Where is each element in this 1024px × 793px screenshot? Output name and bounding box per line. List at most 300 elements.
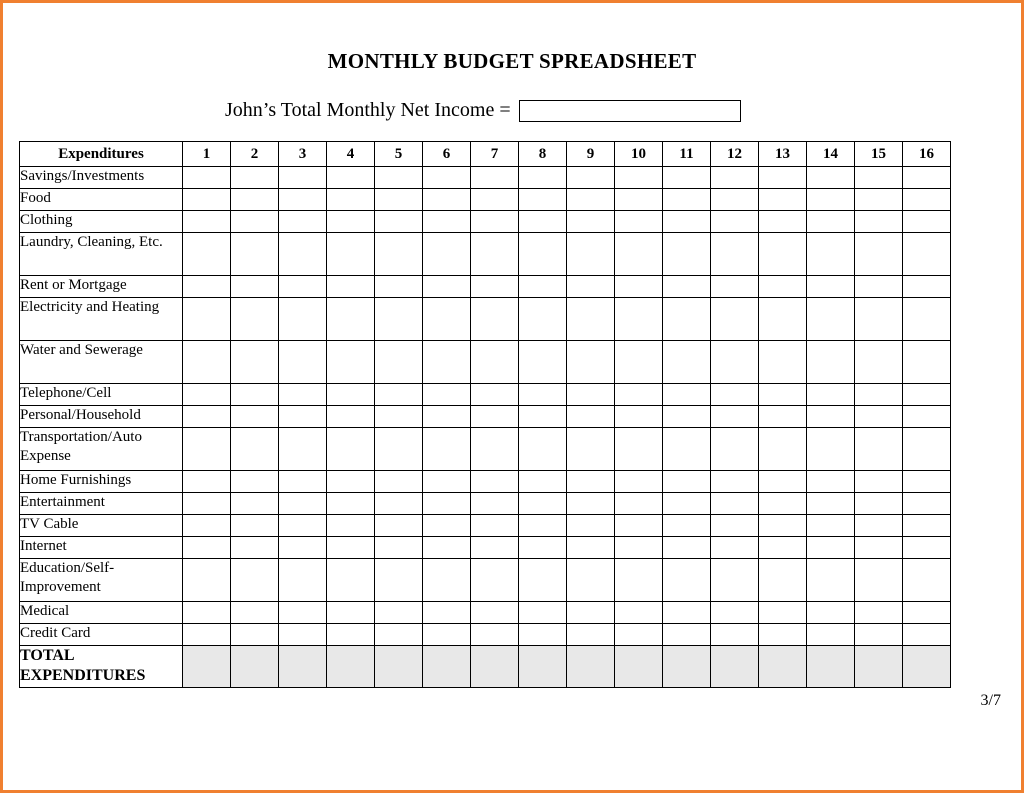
cell-6[interactable]	[423, 537, 471, 559]
cell-4[interactable]	[327, 211, 375, 233]
cell-6[interactable]	[423, 298, 471, 341]
cell-12[interactable]	[711, 406, 759, 428]
cell-9[interactable]	[567, 341, 615, 384]
cell-11[interactable]	[663, 189, 711, 211]
cell-13[interactable]	[759, 189, 807, 211]
cell-4[interactable]	[327, 493, 375, 515]
cell-3[interactable]	[279, 298, 327, 341]
cell-14[interactable]	[807, 646, 855, 688]
cell-7[interactable]	[471, 559, 519, 602]
cell-1[interactable]	[183, 559, 231, 602]
cell-7[interactable]	[471, 211, 519, 233]
cell-9[interactable]	[567, 624, 615, 646]
cell-5[interactable]	[375, 298, 423, 341]
cell-4[interactable]	[327, 341, 375, 384]
cell-1[interactable]	[183, 211, 231, 233]
cell-13[interactable]	[759, 493, 807, 515]
cell-13[interactable]	[759, 341, 807, 384]
cell-4[interactable]	[327, 233, 375, 276]
cell-3[interactable]	[279, 276, 327, 298]
cell-16[interactable]	[903, 406, 951, 428]
cell-4[interactable]	[327, 276, 375, 298]
cell-8[interactable]	[519, 298, 567, 341]
cell-13[interactable]	[759, 602, 807, 624]
cell-14[interactable]	[807, 167, 855, 189]
cell-10[interactable]	[615, 276, 663, 298]
cell-11[interactable]	[663, 515, 711, 537]
cell-12[interactable]	[711, 384, 759, 406]
cell-9[interactable]	[567, 189, 615, 211]
cell-6[interactable]	[423, 602, 471, 624]
cell-16[interactable]	[903, 559, 951, 602]
cell-6[interactable]	[423, 493, 471, 515]
cell-3[interactable]	[279, 515, 327, 537]
cell-5[interactable]	[375, 602, 423, 624]
cell-13[interactable]	[759, 428, 807, 471]
cell-12[interactable]	[711, 428, 759, 471]
cell-16[interactable]	[903, 624, 951, 646]
cell-2[interactable]	[231, 602, 279, 624]
net-income-input[interactable]	[519, 100, 741, 122]
row-label: Medical	[20, 602, 183, 624]
cell-4[interactable]	[327, 406, 375, 428]
cell-5[interactable]	[375, 406, 423, 428]
cell-5[interactable]	[375, 341, 423, 384]
cell-6[interactable]	[423, 646, 471, 688]
cell-5[interactable]	[375, 428, 423, 471]
cell-10[interactable]	[615, 646, 663, 688]
cell-6[interactable]	[423, 559, 471, 602]
cell-11[interactable]	[663, 211, 711, 233]
cell-11[interactable]	[663, 471, 711, 493]
cell-11[interactable]	[663, 493, 711, 515]
cell-1[interactable]	[183, 233, 231, 276]
cell-2[interactable]	[231, 298, 279, 341]
cell-1[interactable]	[183, 537, 231, 559]
cell-10[interactable]	[615, 406, 663, 428]
cell-5[interactable]	[375, 276, 423, 298]
cell-8[interactable]	[519, 341, 567, 384]
cell-10[interactable]	[615, 471, 663, 493]
cell-2[interactable]	[231, 537, 279, 559]
cell-6[interactable]	[423, 428, 471, 471]
cell-12[interactable]	[711, 602, 759, 624]
cell-3[interactable]	[279, 211, 327, 233]
cell-7[interactable]	[471, 471, 519, 493]
row-label: Education/Self-Improvement	[20, 559, 183, 602]
cell-14[interactable]	[807, 341, 855, 384]
row-label: Water and Sewerage	[20, 341, 183, 384]
cell-10[interactable]	[615, 428, 663, 471]
cell-5[interactable]	[375, 537, 423, 559]
cell-4[interactable]	[327, 384, 375, 406]
cell-13[interactable]	[759, 646, 807, 688]
cell-7[interactable]	[471, 341, 519, 384]
cell-10[interactable]	[615, 537, 663, 559]
cell-9[interactable]	[567, 602, 615, 624]
cell-12[interactable]	[711, 298, 759, 341]
cell-7[interactable]	[471, 406, 519, 428]
cell-13[interactable]	[759, 167, 807, 189]
cell-13[interactable]	[759, 233, 807, 276]
cell-1[interactable]	[183, 515, 231, 537]
cell-16[interactable]	[903, 189, 951, 211]
cell-14[interactable]	[807, 559, 855, 602]
cell-8[interactable]	[519, 276, 567, 298]
cell-5[interactable]	[375, 471, 423, 493]
cell-11[interactable]	[663, 559, 711, 602]
cell-15[interactable]	[855, 559, 903, 602]
cell-3[interactable]	[279, 384, 327, 406]
cell-15[interactable]	[855, 341, 903, 384]
cell-9[interactable]	[567, 384, 615, 406]
cell-11[interactable]	[663, 341, 711, 384]
cell-14[interactable]	[807, 515, 855, 537]
cell-4[interactable]	[327, 298, 375, 341]
cell-15[interactable]	[855, 211, 903, 233]
cell-16[interactable]	[903, 211, 951, 233]
cell-3[interactable]	[279, 624, 327, 646]
cell-2[interactable]	[231, 384, 279, 406]
cell-10[interactable]	[615, 167, 663, 189]
cell-11[interactable]	[663, 624, 711, 646]
budget-table	[19, 141, 951, 688]
cell-8[interactable]	[519, 646, 567, 688]
cell-14[interactable]	[807, 384, 855, 406]
cell-16[interactable]	[903, 276, 951, 298]
cell-10[interactable]	[615, 211, 663, 233]
cell-14[interactable]	[807, 276, 855, 298]
cell-3[interactable]	[279, 646, 327, 688]
table-row	[20, 406, 951, 428]
cell-15[interactable]	[855, 515, 903, 537]
cell-16[interactable]	[903, 428, 951, 471]
cell-11[interactable]	[663, 276, 711, 298]
cell-15[interactable]	[855, 537, 903, 559]
cell-16[interactable]	[903, 167, 951, 189]
cell-16[interactable]	[903, 471, 951, 493]
cell-5[interactable]	[375, 384, 423, 406]
cell-2[interactable]	[231, 471, 279, 493]
cell-16[interactable]	[903, 298, 951, 341]
cell-14[interactable]	[807, 624, 855, 646]
cell-6[interactable]	[423, 233, 471, 276]
cell-1[interactable]	[183, 384, 231, 406]
cell-2[interactable]	[231, 515, 279, 537]
cell-8[interactable]	[519, 537, 567, 559]
cell-7[interactable]	[471, 602, 519, 624]
cell-5[interactable]	[375, 189, 423, 211]
cell-2[interactable]	[231, 559, 279, 602]
cell-8[interactable]	[519, 406, 567, 428]
cell-15[interactable]	[855, 428, 903, 471]
cell-3[interactable]	[279, 559, 327, 602]
cell-15[interactable]	[855, 189, 903, 211]
cell-8[interactable]	[519, 428, 567, 471]
cell-6[interactable]	[423, 406, 471, 428]
cell-3[interactable]	[279, 189, 327, 211]
cell-9[interactable]	[567, 211, 615, 233]
cell-9[interactable]	[567, 428, 615, 471]
cell-8[interactable]	[519, 471, 567, 493]
cell-8[interactable]	[519, 515, 567, 537]
table-row	[20, 624, 951, 646]
cell-14[interactable]	[807, 428, 855, 471]
cell-14[interactable]	[807, 406, 855, 428]
cell-7[interactable]	[471, 276, 519, 298]
cell-1[interactable]	[183, 276, 231, 298]
cell-15[interactable]	[855, 298, 903, 341]
cell-1[interactable]	[183, 428, 231, 471]
cell-9[interactable]	[567, 515, 615, 537]
cell-2[interactable]	[231, 493, 279, 515]
cell-7[interactable]	[471, 189, 519, 211]
cell-15[interactable]	[855, 646, 903, 688]
cell-2[interactable]	[231, 341, 279, 384]
cell-12[interactable]	[711, 493, 759, 515]
cell-15[interactable]	[855, 406, 903, 428]
cell-11[interactable]	[663, 602, 711, 624]
cell-15[interactable]	[855, 384, 903, 406]
cell-2[interactable]	[231, 646, 279, 688]
cell-13[interactable]	[759, 537, 807, 559]
cell-15[interactable]	[855, 471, 903, 493]
cell-9[interactable]	[567, 646, 615, 688]
cell-1[interactable]	[183, 646, 231, 688]
cell-14[interactable]	[807, 537, 855, 559]
cell-13[interactable]	[759, 211, 807, 233]
cell-12[interactable]	[711, 537, 759, 559]
cell-8[interactable]	[519, 559, 567, 602]
cell-7[interactable]	[471, 624, 519, 646]
cell-11[interactable]	[663, 406, 711, 428]
cell-10[interactable]	[615, 341, 663, 384]
cell-14[interactable]	[807, 298, 855, 341]
cell-9[interactable]	[567, 167, 615, 189]
cell-9[interactable]	[567, 537, 615, 559]
cell-9[interactable]	[567, 493, 615, 515]
cell-8[interactable]	[519, 233, 567, 276]
cell-13[interactable]	[759, 384, 807, 406]
cell-16[interactable]	[903, 493, 951, 515]
cell-5[interactable]	[375, 233, 423, 276]
cell-3[interactable]	[279, 428, 327, 471]
cell-13[interactable]	[759, 559, 807, 602]
cell-15[interactable]	[855, 624, 903, 646]
cell-4[interactable]	[327, 602, 375, 624]
cell-6[interactable]	[423, 276, 471, 298]
cell-11[interactable]	[663, 537, 711, 559]
cell-14[interactable]	[807, 211, 855, 233]
cell-16[interactable]	[903, 602, 951, 624]
cell-4[interactable]	[327, 515, 375, 537]
cell-15[interactable]	[855, 233, 903, 276]
cell-15[interactable]	[855, 276, 903, 298]
cell-10[interactable]	[615, 559, 663, 602]
cell-5[interactable]	[375, 211, 423, 233]
cell-2[interactable]	[231, 406, 279, 428]
column-header-8: 8	[519, 142, 567, 167]
cell-14[interactable]	[807, 602, 855, 624]
cell-11[interactable]	[663, 428, 711, 471]
cell-13[interactable]	[759, 276, 807, 298]
cell-12[interactable]	[711, 471, 759, 493]
cell-12[interactable]	[711, 276, 759, 298]
cell-7[interactable]	[471, 515, 519, 537]
cell-12[interactable]	[711, 189, 759, 211]
cell-12[interactable]	[711, 233, 759, 276]
cell-13[interactable]	[759, 406, 807, 428]
cell-5[interactable]	[375, 646, 423, 688]
cell-3[interactable]	[279, 602, 327, 624]
cell-7[interactable]	[471, 384, 519, 406]
cell-8[interactable]	[519, 189, 567, 211]
cell-1[interactable]	[183, 189, 231, 211]
cell-14[interactable]	[807, 189, 855, 211]
cell-8[interactable]	[519, 384, 567, 406]
cell-7[interactable]	[471, 646, 519, 688]
cell-2[interactable]	[231, 624, 279, 646]
cell-13[interactable]	[759, 298, 807, 341]
cell-4[interactable]	[327, 471, 375, 493]
cell-8[interactable]	[519, 167, 567, 189]
cell-12[interactable]	[711, 515, 759, 537]
cell-11[interactable]	[663, 233, 711, 276]
cell-7[interactable]	[471, 428, 519, 471]
cell-4[interactable]	[327, 189, 375, 211]
cell-16[interactable]	[903, 384, 951, 406]
cell-7[interactable]	[471, 298, 519, 341]
cell-13[interactable]	[759, 471, 807, 493]
cell-3[interactable]	[279, 233, 327, 276]
cell-2[interactable]	[231, 428, 279, 471]
cell-10[interactable]	[615, 602, 663, 624]
cell-4[interactable]	[327, 559, 375, 602]
cell-3[interactable]	[279, 471, 327, 493]
column-header-1: 1	[183, 142, 231, 167]
cell-5[interactable]	[375, 493, 423, 515]
cell-6[interactable]	[423, 189, 471, 211]
cell-10[interactable]	[615, 298, 663, 341]
cell-3[interactable]	[279, 406, 327, 428]
cell-5[interactable]	[375, 559, 423, 602]
cell-4[interactable]	[327, 646, 375, 688]
cell-13[interactable]	[759, 515, 807, 537]
cell-6[interactable]	[423, 624, 471, 646]
cell-11[interactable]	[663, 298, 711, 341]
cell-10[interactable]	[615, 233, 663, 276]
cell-1[interactable]	[183, 493, 231, 515]
cell-3[interactable]	[279, 493, 327, 515]
cell-12[interactable]	[711, 167, 759, 189]
cell-13[interactable]	[759, 624, 807, 646]
cell-1[interactable]	[183, 602, 231, 624]
cell-10[interactable]	[615, 624, 663, 646]
cell-11[interactable]	[663, 167, 711, 189]
cell-9[interactable]	[567, 298, 615, 341]
cell-3[interactable]	[279, 537, 327, 559]
cell-8[interactable]	[519, 493, 567, 515]
cell-7[interactable]	[471, 233, 519, 276]
cell-4[interactable]	[327, 167, 375, 189]
cell-10[interactable]	[615, 493, 663, 515]
cell-4[interactable]	[327, 537, 375, 559]
cell-16[interactable]	[903, 646, 951, 688]
cell-9[interactable]	[567, 559, 615, 602]
cell-2[interactable]	[231, 211, 279, 233]
cell-9[interactable]	[567, 233, 615, 276]
cell-10[interactable]	[615, 384, 663, 406]
cell-4[interactable]	[327, 624, 375, 646]
cell-15[interactable]	[855, 493, 903, 515]
cell-2[interactable]	[231, 167, 279, 189]
cell-1[interactable]	[183, 406, 231, 428]
cell-7[interactable]	[471, 167, 519, 189]
cell-6[interactable]	[423, 341, 471, 384]
cell-5[interactable]	[375, 624, 423, 646]
cell-2[interactable]	[231, 233, 279, 276]
cell-12[interactable]	[711, 559, 759, 602]
cell-2[interactable]	[231, 276, 279, 298]
cell-8[interactable]	[519, 211, 567, 233]
cell-14[interactable]	[807, 233, 855, 276]
cell-1[interactable]	[183, 624, 231, 646]
cell-5[interactable]	[375, 515, 423, 537]
row-label: Savings/Investments	[20, 167, 183, 189]
cell-16[interactable]	[903, 341, 951, 384]
cell-3[interactable]	[279, 341, 327, 384]
cell-1[interactable]	[183, 471, 231, 493]
cell-9[interactable]	[567, 406, 615, 428]
cell-11[interactable]	[663, 646, 711, 688]
cell-9[interactable]	[567, 471, 615, 493]
cell-7[interactable]	[471, 537, 519, 559]
cell-8[interactable]	[519, 624, 567, 646]
cell-1[interactable]	[183, 298, 231, 341]
cell-6[interactable]	[423, 471, 471, 493]
cell-2[interactable]	[231, 189, 279, 211]
cell-7[interactable]	[471, 493, 519, 515]
row-label: Home Furnishings	[20, 471, 183, 493]
cell-12[interactable]	[711, 341, 759, 384]
cell-6[interactable]	[423, 167, 471, 189]
cell-15[interactable]	[855, 167, 903, 189]
cell-10[interactable]	[615, 515, 663, 537]
cell-16[interactable]	[903, 537, 951, 559]
cell-1[interactable]	[183, 167, 231, 189]
cell-14[interactable]	[807, 493, 855, 515]
cell-1[interactable]	[183, 341, 231, 384]
cell-4[interactable]	[327, 428, 375, 471]
cell-9[interactable]	[567, 276, 615, 298]
cell-15[interactable]	[855, 602, 903, 624]
column-header-5: 5	[375, 142, 423, 167]
cell-8[interactable]	[519, 602, 567, 624]
cell-6[interactable]	[423, 211, 471, 233]
cell-3[interactable]	[279, 167, 327, 189]
cell-6[interactable]	[423, 515, 471, 537]
cell-10[interactable]	[615, 189, 663, 211]
cell-6[interactable]	[423, 384, 471, 406]
cell-12[interactable]	[711, 624, 759, 646]
cell-5[interactable]	[375, 167, 423, 189]
cell-16[interactable]	[903, 515, 951, 537]
cell-14[interactable]	[807, 471, 855, 493]
cell-11[interactable]	[663, 384, 711, 406]
cell-12[interactable]	[711, 211, 759, 233]
cell-12[interactable]	[711, 646, 759, 688]
cell-16[interactable]	[903, 233, 951, 276]
